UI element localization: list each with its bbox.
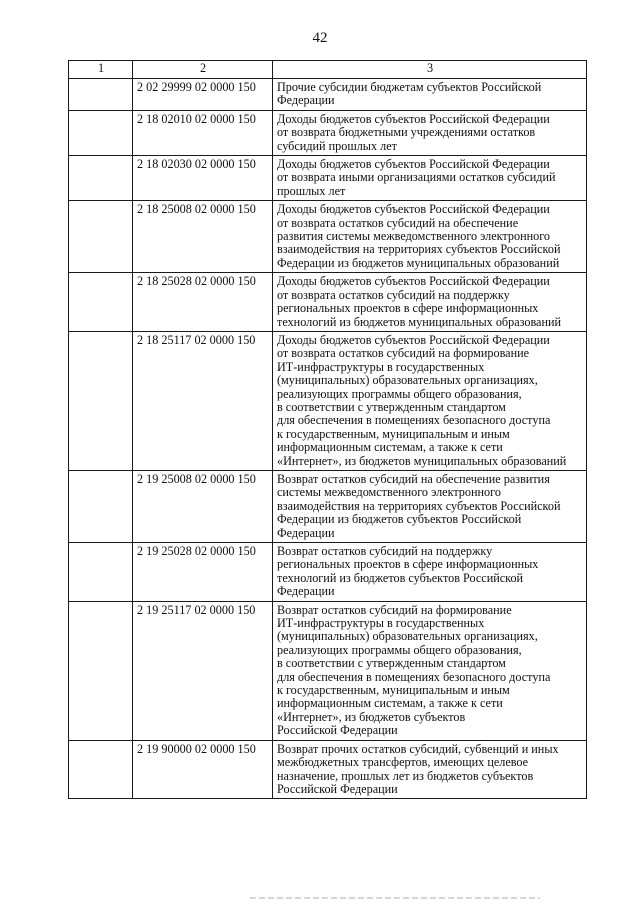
row-col1-cell (69, 740, 133, 799)
description-cell: Возврат остатков субсидий на обеспечение развития системы межведомственного электронного взаимодействия на территориях субъектов Российской Федерации из бюджетов субъектов Российской Федерации (273, 470, 587, 542)
row-col1-cell (69, 156, 133, 201)
table-row (69, 79, 587, 111)
budget-classification-table (68, 60, 587, 799)
table-row (69, 273, 587, 332)
table-row (69, 470, 587, 542)
table-header-row (69, 61, 587, 79)
description-cell: Возврат остатков субсидий на поддержку региональных проектов в сфере информационных технологий из бюджетов субъектов Российской Федерации (273, 543, 587, 602)
row-col1-cell (69, 79, 133, 111)
table-row (69, 110, 587, 155)
description-cell: Доходы бюджетов субъектов Российской Федерации от возврата иными организациями остатков субсидий прошлых лет (273, 156, 587, 201)
revenue-code-cell: 2 19 25008 02 0000 150 (133, 470, 273, 542)
revenue-code-cell: 2 18 02030 02 0000 150 (133, 156, 273, 201)
revenue-code-cell: 2 19 25117 02 0000 150 (133, 601, 273, 740)
row-col1-cell (69, 543, 133, 602)
column-header-3: 3 (273, 61, 587, 79)
column-header-2: 2 (133, 61, 273, 79)
scan-artifact-line (250, 897, 540, 899)
revenue-code-cell: 2 18 02010 02 0000 150 (133, 110, 273, 155)
description-cell: Прочие субсидии бюджетам субъектов Российской Федерации (273, 79, 587, 111)
description-cell: Доходы бюджетов субъектов Российской Федерации от возврата остатков субсидий на обеспечение развития системы межведомственного электронного взаимодействия на территориях субъектов Российской Федерации из бюджетов муниципальных образований (273, 201, 587, 273)
row-col1-cell (69, 601, 133, 740)
table-row (69, 156, 587, 201)
table-row (69, 601, 587, 740)
row-col1-cell (69, 273, 133, 332)
row-col1-cell (69, 201, 133, 273)
description-cell: Доходы бюджетов субъектов Российской Федерации от возврата бюджетными учреждениями остатков субсидий прошлых лет (273, 110, 587, 155)
revenue-code-cell: 2 19 25028 02 0000 150 (133, 543, 273, 602)
revenue-code-cell: 2 18 25117 02 0000 150 (133, 331, 273, 470)
description-cell: Доходы бюджетов субъектов Российской Федерации от возврата остатков субсидий на формирование ИТ-инфраструктуры в государственных (муниципальных) образовательных организациях, реализующих программы общего образования, в соответствии с утвержденным стандартом для обеспечения в помещениях безопасного доступа к государственным, муниципальным и иным информационным системам, а также к сети «Интернет», из бюджетов муниципальных образований (273, 331, 587, 470)
revenue-code-cell: 2 19 90000 02 0000 150 (133, 740, 273, 799)
revenue-code-cell: 2 02 29999 02 0000 150 (133, 79, 273, 111)
row-col1-cell (69, 470, 133, 542)
column-header-1: 1 (69, 61, 133, 79)
table-row (69, 201, 587, 273)
revenue-code-cell: 2 18 25028 02 0000 150 (133, 273, 273, 332)
table-row (69, 740, 587, 799)
table-row (69, 543, 587, 602)
description-cell: Возврат остатков субсидий на формирование ИТ-инфраструктуры в государственных (муниципальных) образовательных организациях, реализующих программы общего образования, в соответствии с утвержденным стандартом для обеспечения в помещениях безопасного доступа к государственным, муниципальным и иным информационным системам, а также к сети «Интернет», из бюджетов субъектов Российской Федерации (273, 601, 587, 740)
row-col1-cell (69, 331, 133, 470)
description-cell: Возврат прочих остатков субсидий, субвенций и иных межбюджетных трансфертов, имеющих целевое назначение, прошлых лет из бюджетов субъектов Российской Федерации (273, 740, 587, 799)
page-number: 42 (312, 30, 328, 46)
description-cell: Доходы бюджетов субъектов Российской Федерации от возврата остатков субсидий на поддержку региональных проектов в сфере информационных технологий из бюджетов муниципальных образований (273, 273, 587, 332)
revenue-code-cell: 2 18 25008 02 0000 150 (133, 201, 273, 273)
row-col1-cell (69, 110, 133, 155)
table-row (69, 331, 587, 470)
